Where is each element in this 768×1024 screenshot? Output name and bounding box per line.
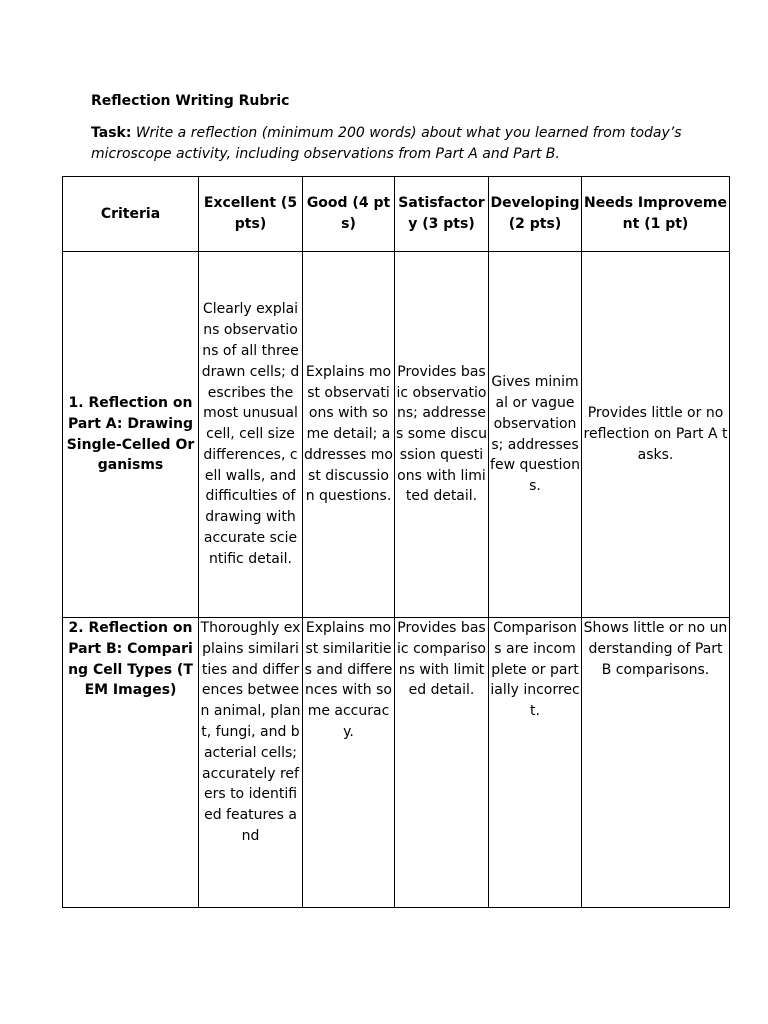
task-label: Task: (91, 125, 132, 141)
document-title: Reflection Writing Rubric (91, 93, 290, 109)
satisfactory-cell: Provides basic comparisons with limited detail. (395, 618, 489, 908)
header-excellent: Excellent (5 pts) (199, 177, 303, 252)
excellent-cell: Thoroughly explains similarities and differences between animal, plant, fungi, and bacterial cells; accurately refers to identified features and (199, 618, 303, 908)
criteria-cell: 2. Reflection on Part B: Comparing Cell Types (TEM Images) (63, 618, 199, 908)
header-developing: Developing (2 pts) (489, 177, 582, 252)
excellent-cell: Clearly explains observations of all three drawn cells; describes the most unusual cell, cell size differences, cell walls, and difficulties of drawing with accurate scientific detail. (199, 252, 303, 618)
header-satisfactory: Satisfactory (3 pts) (395, 177, 489, 252)
header-needs-improvement: Needs Improvement (1 pt) (582, 177, 730, 252)
header-criteria: Criteria (63, 177, 199, 252)
developing-cell: Comparisons are incomplete or partially incorrect. (489, 618, 582, 908)
good-cell: Explains most similarities and differences with some accuracy. (303, 618, 395, 908)
rubric-table (62, 176, 730, 908)
task-paragraph (91, 123, 691, 165)
header-good: Good (4 pts) (303, 177, 395, 252)
needs-improvement-cell: Shows little or no understanding of Part B comparisons. (582, 618, 730, 908)
needs-improvement-cell: Provides little or no reflection on Part A tasks. (582, 252, 730, 618)
developing-cell: Gives minimal or vague observations; addresses few questions. (489, 252, 582, 618)
satisfactory-cell: Provides basic observations; addresses some discussion questions with limited detail. (395, 252, 489, 618)
table-row (63, 252, 730, 618)
rubric-header-row (63, 177, 730, 252)
table-row (63, 618, 730, 908)
criteria-cell: 1. Reflection on Part A: Drawing Single-Celled Organisms (63, 252, 199, 618)
good-cell: Explains most observations with some detail; addresses most discussion questions. (303, 252, 395, 618)
task-text: Write a reflection (minimum 200 words) about what you learned from today’s microscope activity, including observations from Part A and Part B. (91, 125, 682, 162)
